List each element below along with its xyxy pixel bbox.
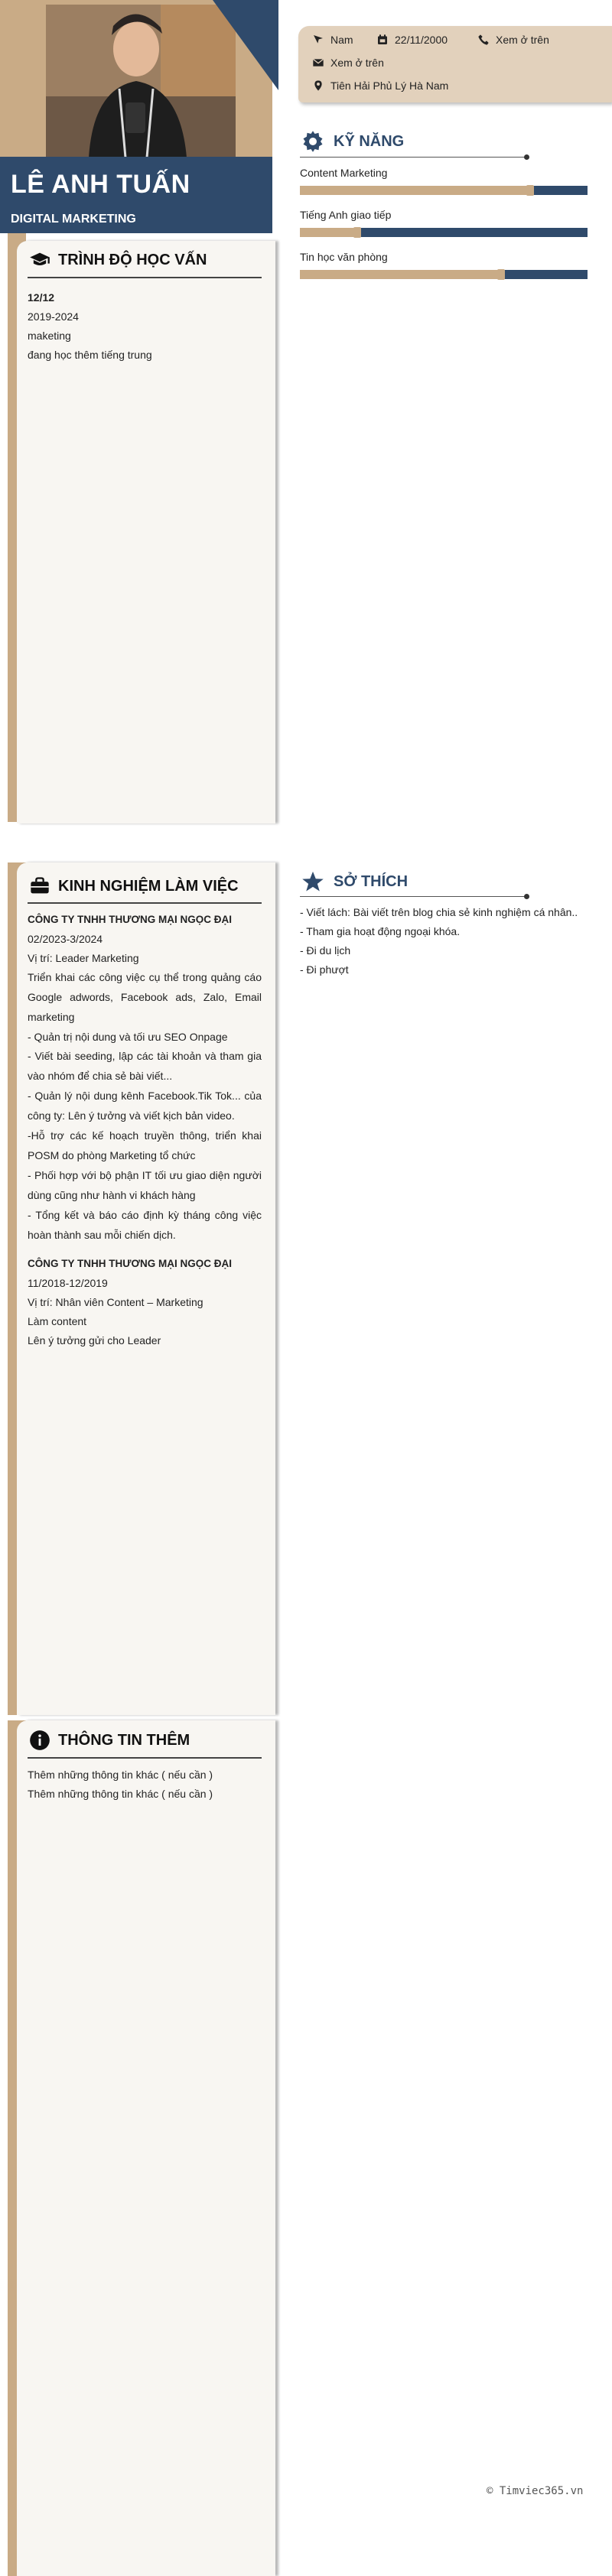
- extra-rule: [28, 1757, 262, 1759]
- job-1-position: Vị trí: Leader Marketing: [28, 952, 139, 964]
- gender-item: [312, 34, 353, 46]
- experience-rule: [28, 902, 262, 904]
- rule-dot: [524, 154, 529, 160]
- education-note: đang học thêm tiếng trung: [28, 349, 152, 361]
- address-value: Tiên Hải Phủ Lý Hà Nam: [330, 80, 449, 92]
- extra-line-2: Thêm những thông tin khác ( nếu cần ): [28, 1788, 213, 1800]
- gender-value: Nam: [330, 34, 353, 46]
- hobbies-title: SỞ THÍCH: [334, 872, 409, 890]
- skill-2-label: Tiếng Anh giao tiếp: [300, 209, 392, 221]
- education-rule: [28, 277, 262, 278]
- extra-heading: [29, 1730, 190, 1751]
- rule-dot: [524, 894, 529, 899]
- extra-panel: [17, 1720, 275, 2576]
- job-1-duty-2: - Quản trị nội dung và tối ưu SEO Onpage: [28, 1031, 228, 1043]
- skill-3-label: Tin học văn phòng: [300, 251, 388, 263]
- skills-title: KỸ NĂNG: [334, 132, 405, 150]
- job-1-duty-1: Triển khai các công việc cụ thể trong quảng cáo Google adwords, Facebook ads, Zalo, Email marketing: [28, 971, 262, 1023]
- hobbies-rule: [300, 896, 526, 897]
- calendar-icon: [376, 34, 389, 46]
- hobbies-heading: [301, 870, 408, 893]
- job-1-duty-7: - Tổng kết và báo cáo định kỳ tháng công việc hoàn thành sau mỗi chiến dịch.: [28, 1209, 262, 1241]
- education-major: maketing: [28, 330, 71, 342]
- skill-2-bar: [300, 228, 588, 237]
- email-value: Xem ở trên: [330, 57, 384, 69]
- skill-1-bar: [300, 186, 588, 195]
- birthday-item: [376, 34, 448, 46]
- job-2-position: Vị trí: Nhân viên Content – Marketing: [28, 1296, 203, 1308]
- graduation-cap-icon: [29, 249, 50, 271]
- job-1-duty-4: - Quản lý nội dung kênh Facebook.Tik Tok... của công ty: Lên ý tưởng và viết kịch bản video.: [28, 1090, 262, 1122]
- star-icon: [301, 870, 324, 893]
- birthday-value: 22/11/2000: [395, 34, 448, 46]
- location-pin-icon: [312, 80, 324, 92]
- briefcase-icon: [29, 875, 50, 897]
- skills-heading: [301, 130, 404, 153]
- phone-icon: [477, 34, 490, 46]
- envelope-icon: [312, 57, 324, 69]
- education-title: TRÌNH ĐỘ HỌC VẤN: [58, 251, 207, 268]
- experience-heading: [29, 875, 239, 897]
- experience-title: KINH NGHIỆM LÀM VIỆC: [58, 877, 239, 895]
- extra-line-1: Thêm những thông tin khác ( nếu cần ): [28, 1769, 213, 1781]
- gender-icon: [312, 34, 324, 46]
- education-period: 2019-2024: [28, 310, 79, 323]
- skill-1-label: Content Marketing: [300, 167, 388, 179]
- skills-rule: [300, 157, 526, 158]
- phone-item[interactable]: [477, 34, 549, 46]
- watermark: © Timviec365.vn: [487, 2485, 584, 2497]
- job-title: DIGITAL MARKETING: [11, 213, 136, 226]
- gear-icon: [301, 130, 324, 153]
- full-name: LÊ ANH TUẤN: [11, 170, 190, 199]
- hobby-item-4: - Đi phượt: [300, 963, 349, 976]
- job-1-duty-5: -Hỗ trợ các kế hoạch truyền thông, triển khai POSM do phòng Marketing tổ chức: [28, 1129, 262, 1161]
- hobby-item-2: - Tham gia hoạt động ngoại khóa.: [300, 925, 461, 937]
- job-1-period: 02/2023-3/2024: [28, 933, 103, 945]
- hobby-item-3: - Đi du lịch: [300, 944, 351, 957]
- info-icon: [29, 1730, 50, 1751]
- job-1-duty-3: - Viết bài seeding, lập các tài khoản và tham gia vào nhóm để chia sẻ bài viết...: [28, 1050, 262, 1082]
- education-school: 12/12: [28, 291, 55, 304]
- email-item[interactable]: [312, 57, 384, 69]
- profile-photo: [46, 5, 236, 158]
- education-heading: [29, 249, 207, 271]
- job-2-duty-1: Làm content: [28, 1315, 87, 1327]
- hobby-item-1: - Viết lách: Bài viết trên blog chia sẻ kinh nghiệm cá nhân..: [300, 906, 578, 918]
- job-1-company: CÔNG TY TNHH THƯƠNG MẠI NGỌC ĐẠI: [28, 914, 232, 925]
- job-2-period: 11/2018-12/2019: [28, 1277, 108, 1289]
- job-2-duty-2: Lên ý tưởng gửi cho Leader: [28, 1334, 161, 1346]
- job-2-company: CÔNG TY TNHH THƯƠNG MẠI NGỌC ĐẠI: [28, 1258, 232, 1269]
- extra-title: THÔNG TIN THÊM: [58, 1731, 190, 1749]
- job-1-duty-6: - Phối hợp với bộ phận IT tối ưu giao diện người dùng cũng như hành vi khách hàng: [28, 1169, 262, 1201]
- phone-value: Xem ở trên: [496, 34, 549, 46]
- address-item: [312, 80, 448, 92]
- skill-3-bar: [300, 270, 588, 279]
